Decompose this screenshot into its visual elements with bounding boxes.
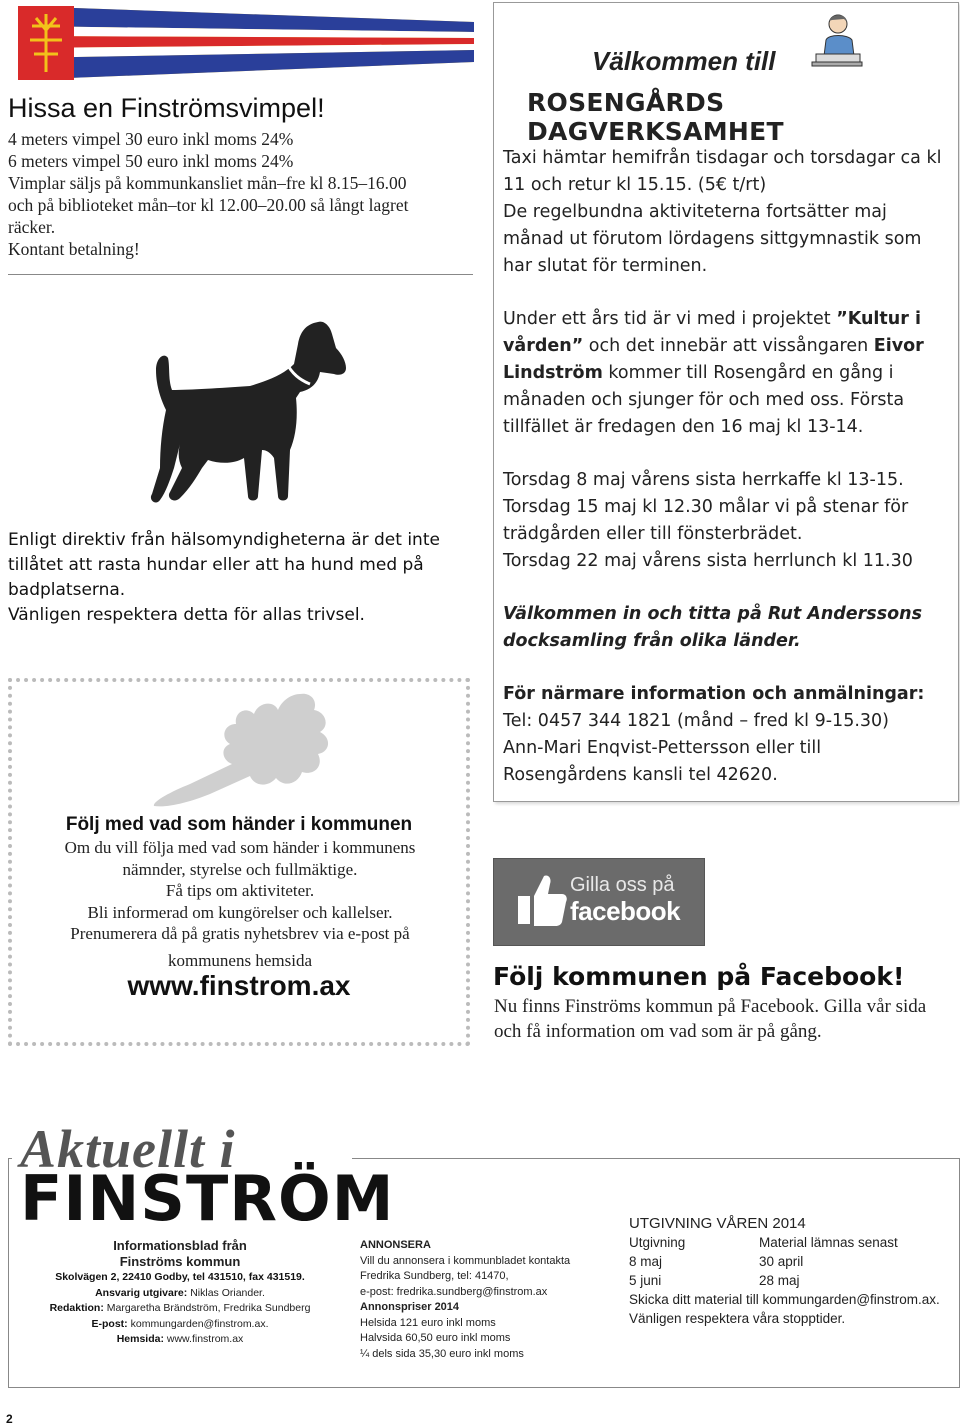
kommun-line: Få tips om aktiviteter. <box>165 881 315 900</box>
kommun-line: Prenumerera då på gratis nyhetsbrev via e-post på <box>70 924 410 943</box>
utgivning-note: Vänligen respektera våra stopptider. <box>629 1311 846 1326</box>
rosengard-invite <box>503 601 948 655</box>
contact-line: Ann-Mari Enqvist-Pettersson eller till <box>503 738 822 758</box>
project-name: ”Kultur i vården” <box>503 309 921 356</box>
rosengard-contact <box>503 681 948 789</box>
annonsera-title: ANNONSERA <box>360 1239 431 1251</box>
label: E-post: <box>91 1317 128 1330</box>
masthead-finstrom: FINSTRÖM <box>20 1162 395 1235</box>
info-title: Finströms kommun <box>119 1254 241 1269</box>
kommun-line: Bli informerad om kungörelser och kallelser. <box>87 902 393 922</box>
rosengard-content <box>503 145 948 815</box>
utgivning-title: UTGIVNING VÅREN 2014 <box>629 1215 806 1232</box>
vimpel-line: 4 meters vimpel 30 euro inkl moms 24% <box>8 129 294 149</box>
singer-name: Eivor Lindström <box>503 336 924 383</box>
rosengard-paragraph <box>503 145 948 280</box>
masthead-aktuellt: Aktuellt i <box>20 1119 236 1179</box>
deadline-date: 30 april <box>759 1254 804 1269</box>
dog-notice-line: Enligt direktiv från hälsomyndigheterna är det inte <box>8 530 440 550</box>
vimpel-body <box>8 128 478 260</box>
facebook-heading: Följ kommunen på Facebook! <box>493 962 905 991</box>
vimpel-line: Kontant betalning! <box>8 239 140 259</box>
finstrom-pennant-image <box>18 6 474 80</box>
prices-title: Annonspriser 2014 <box>360 1301 460 1313</box>
facebook-badge-logo: facebook <box>570 896 681 926</box>
rosengard-title: ROSENGÅRDS DAGVERKSAMHET <box>527 88 784 146</box>
label: Redaktion: <box>49 1302 104 1314</box>
price-item: Helsida 121 euro inkl moms <box>360 1316 496 1329</box>
rosengard-welcome: Välkommen till <box>592 46 776 76</box>
website-link[interactable]: www.finstrom.ax <box>163 1333 244 1345</box>
kommun-body <box>20 837 460 971</box>
deadline-date: 28 maj <box>759 1273 800 1288</box>
label: Hemsida: <box>116 1333 164 1345</box>
kommun-line: kommunens hemsida <box>167 950 312 970</box>
info-title: Informationsblad från <box>113 1238 247 1253</box>
annonsera-block <box>360 1238 600 1362</box>
vimpel-line: och på biblioteket mån–tor kl 12.00–20.00 så långt lagret <box>8 195 409 215</box>
annonsera-email[interactable]: e-post: fredrika.sundberg@finstrom.ax <box>360 1285 548 1298</box>
kommun-line: Om du vill följa med vad som händer i kommunens <box>64 838 416 857</box>
contact-heading: För närmare information och anmälningar: <box>503 684 925 704</box>
event-item: Torsdag 15 maj kl 12.30 målar vi på stenar för trädgården eller till fönsterbrädet. <box>503 497 909 544</box>
contact-line: Tel: 0457 344 1821 (månd – fred kl 9-15.30) <box>503 711 889 731</box>
dog-notice-line: tillåtet att rasta hundar eller att ha hund med på <box>8 555 424 575</box>
price-item: Halvsida 60,50 euro inkl moms <box>360 1332 511 1344</box>
email-link[interactable]: kommungarden@finstrom.ax. <box>127 1317 269 1330</box>
vimpel-line: räcker. <box>8 217 56 237</box>
price-item: ¼ dels sida 35,30 euro inkl moms <box>360 1347 524 1360</box>
vimpel-line: 6 meters vimpel 50 euro inkl moms 24% <box>8 151 294 171</box>
oak-leaf-icon <box>150 690 340 808</box>
facebook-text: Nu finns Finströms kommun på Facebook. Gilla vår sida och få information om vad som är på gång. <box>494 996 927 1042</box>
utgivning-block <box>629 1214 949 1328</box>
rosengard-project-paragraph <box>503 306 948 441</box>
kommun-line: nämnder, styrelse och fullmäktige. <box>122 859 358 879</box>
utgivning-col-head: Material lämnas senast <box>759 1235 898 1250</box>
kommun-website-link[interactable]: www.finstrom.ax <box>127 970 351 1001</box>
utgivning-col-head: Utgivning <box>629 1235 686 1250</box>
project-text: och det innebär att vissångaren <box>583 336 874 356</box>
thumbs-up-icon <box>516 872 568 928</box>
vimpel-line: Vimplar säljs på kommunkansliet mån–fre kl 8.15–16.00 <box>8 173 407 193</box>
kommun-heading: Följ med vad som händer i kommunen <box>65 814 413 835</box>
dog-notice-line: badplatserna. <box>8 580 126 600</box>
dog-notice <box>8 528 468 628</box>
contact-line: Rosengårdens kansli tel 42620. <box>503 765 778 785</box>
utgivning-date: 8 maj <box>629 1254 663 1269</box>
label: Ansvarig utgivare: <box>95 1286 188 1299</box>
rosengard-activities-text: De regelbundna aktiviteterna fortsätter maj månad ut förutom lördagens sittgymnastik som har slutat för terminen. <box>503 202 922 276</box>
value: Niklas Oriander. <box>187 1286 265 1299</box>
utgivning-date: 5 juni <box>629 1273 662 1288</box>
divider <box>8 274 473 275</box>
person-at-computer-icon <box>808 12 864 72</box>
rosengard-events <box>503 467 948 575</box>
page-number: 2 <box>6 1412 13 1426</box>
publication-info <box>30 1238 330 1348</box>
annonsera-line: Vill du annonsera i kommunbladet kontakta <box>360 1254 571 1267</box>
address: Skolvägen 2, 22410 Godby, tel 431510, fax 431519. <box>55 1271 305 1283</box>
value: Margaretha Brändström, Fredrika Sundberg <box>103 1302 311 1314</box>
dog-notice-line: Vänligen respektera detta för allas trivsel. <box>8 605 365 625</box>
annonsera-line: Fredrika Sundberg, tel: 41470, <box>360 1270 509 1282</box>
rosengard-taxi-text: Taxi hämtar hemifrån tisdagar och torsdagar ca kl 11 och retur kl 15.15. (5€ t/rt) <box>503 148 942 195</box>
dog-icon <box>150 318 350 508</box>
event-item: Torsdag 22 maj vårens sista herrlunch kl 11.30 <box>503 551 913 571</box>
event-item: Torsdag 8 maj vårens sista herrkaffe kl 13-15. <box>503 470 904 490</box>
facebook-badge-text: Gilla oss på <box>570 874 675 896</box>
vimpel-title: Hissa en Finströmsvimpel! <box>8 93 325 123</box>
project-text: Under ett års tid är vi med i projektet <box>503 309 837 329</box>
invite-text: Välkommen in och titta på Rut Anderssons docksamling från olika länder. <box>503 604 923 651</box>
project-text: kommer till Rosengård en gång i månaden och sjunger för och med oss. Första tillfället är fredagen den 16 maj kl 13-14. <box>503 363 905 437</box>
utgivning-note: Skicka ditt material till kommungarden@finstrom.ax. <box>629 1292 940 1307</box>
